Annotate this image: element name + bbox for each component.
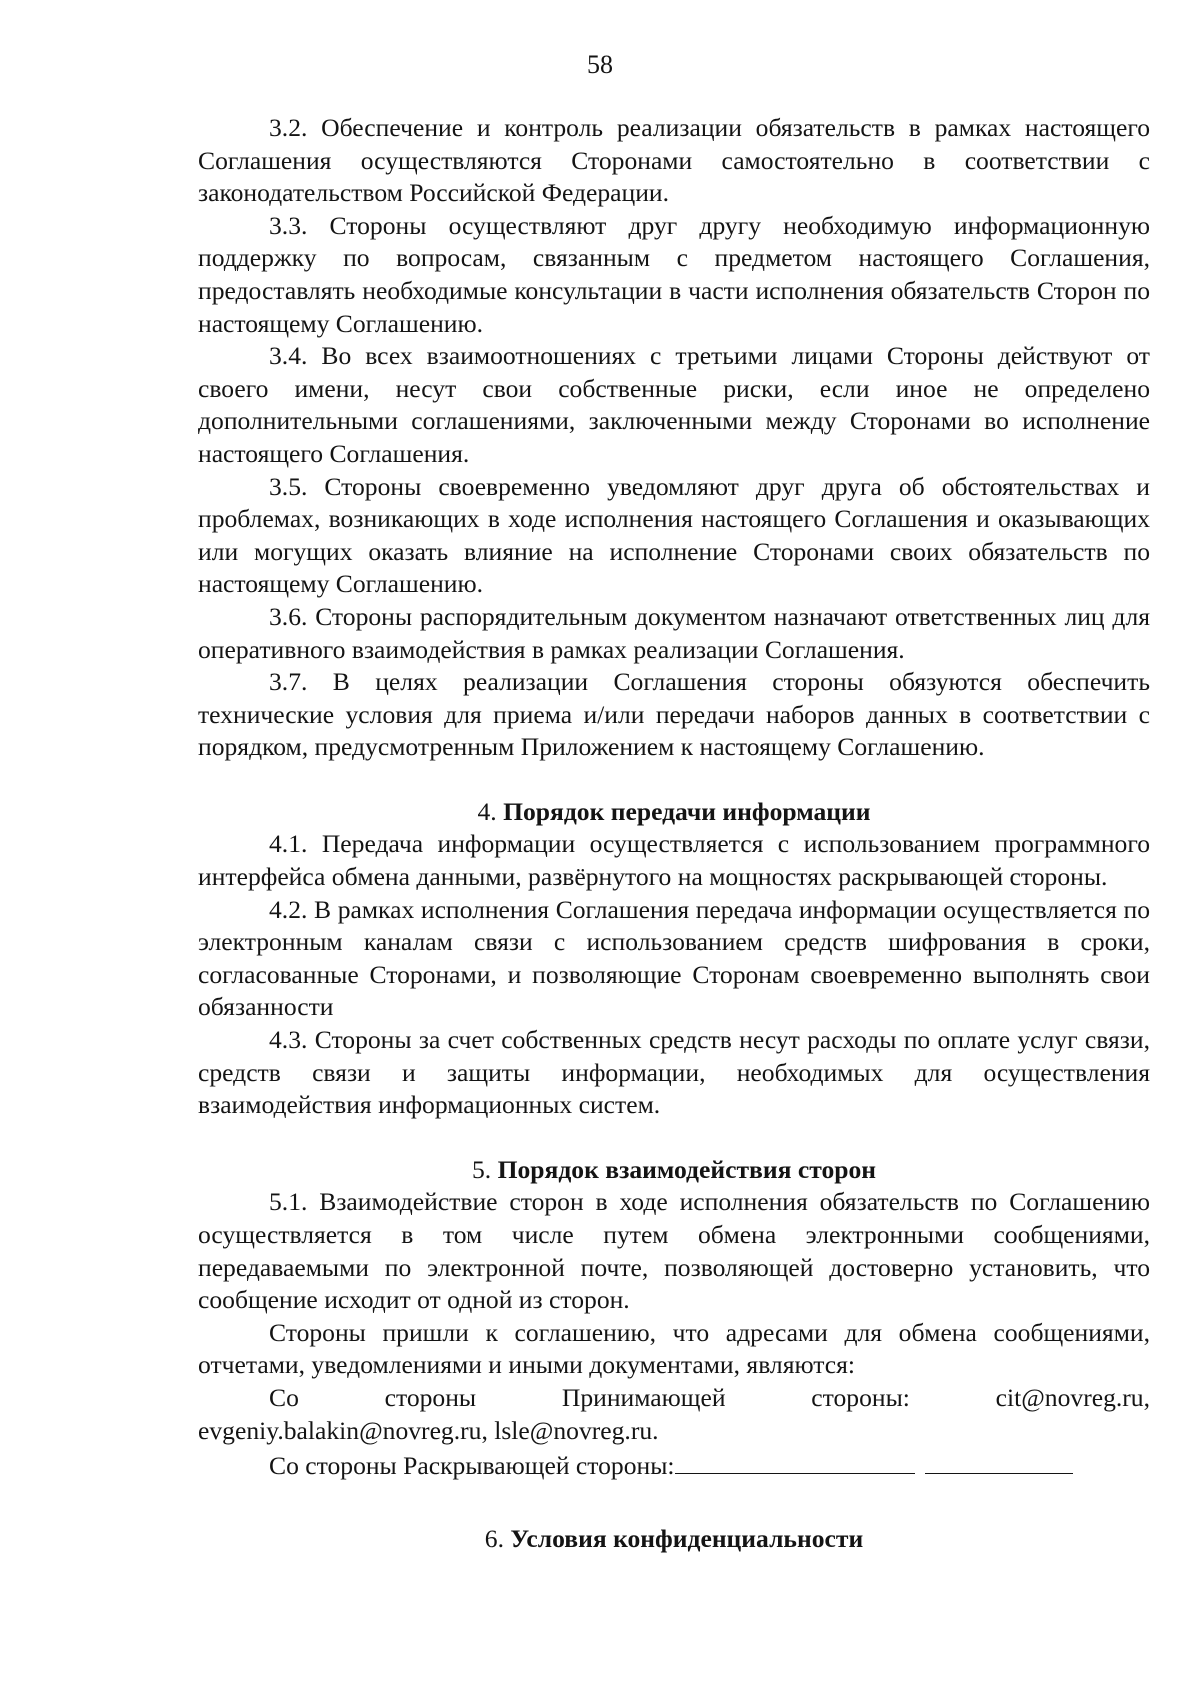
document-body: [198, 112, 1150, 1555]
page-number: 58: [587, 50, 613, 79]
section-heading-4: [198, 796, 1150, 829]
paragraph-5-disclosing-party: [198, 1447, 1150, 1483]
paragraph-5-1: 5.1. Взаимодействие сторон в ходе исполнения обязательств по Соглашению осуществляется в том числе путем обмена электронными сообщениями, передаваемыми по электронной почте, позволяющей достоверно установить, что сообщение исходит от одной из сторон.: [198, 1187, 1150, 1315]
paragraph-3-2: 3.2. Обеспечение и контроль реализации обязательств в рамках настоящего Соглашения осуществляются Сторонами самостоятельно в соответствии с законодательством Российской Федерации.: [198, 113, 1150, 208]
blank-fill-line: [675, 1447, 915, 1474]
disclosing-party-label: Со стороны Раскрывающей стороны:: [269, 1451, 675, 1481]
section-title: Порядок взаимодействия сторон: [497, 1154, 877, 1184]
paragraph-4-1: 4.1. Передача информации осуществляется с использованием программного интерфейса обмена данными, развёрнутого на мощностях раскрывающей стороны.: [198, 829, 1150, 892]
paragraph-3-4: 3.4. Во всех взаимоотношениях с третьими лицами Стороны действуют от своего имени, несут свои собственные риски, если иное не определено дополнительными соглашениями, заключенными между Сторонами во исполнение настоящего Соглашения.: [198, 341, 1150, 468]
section-heading-5: [198, 1154, 1150, 1187]
paragraph-3-3: 3.3. Стороны осуществляют друг другу необходимую информационную поддержку по вопросам, связанным с предметом настоящего Соглашения, предоставлять необходимые консультации в части исполнения обязательств Сторон по настоящему Соглашению.: [198, 210, 1150, 338]
paragraph-5-receiving-emails: evgeniy.balakin@novreg.ru, lsle@novreg.ru.: [198, 1415, 659, 1445]
paragraph-4-3: 4.3. Стороны за счет собственных средств несут расходы по оплате услуг связи, средств связи и защиты информации, необходимых для осуществления взаимодействия информационных систем.: [198, 1025, 1150, 1120]
paragraph-3-7: 3.7. В целях реализации Соглашения стороны обязуются обеспечить технические условия для приема и/или передачи наборов данных в соответствии с порядком, предусмотренным Приложением к настоящему Соглашению.: [198, 667, 1150, 762]
paragraph-4-2: 4.2. В рамках исполнения Соглашения передача информации осуществляется по электронным каналам связи с использованием средств шифрования в сроки, согласованные Сторонами, и позволяющие Сторонам своевременно выполнять свои обязанности: [198, 894, 1150, 1022]
paragraph-5-address-intro: Стороны пришли к соглашению, что адресами для обмена сообщениями, отчетами, уведомлениями и иными документами, являются:: [198, 1317, 1150, 1380]
section-number: 5.: [471, 1154, 492, 1184]
paragraph-3-5: 3.5. Стороны своевременно уведомляют друг друга об обстоятельствах и проблемах, возникающих в ходе исполнения настоящего Соглашения и оказывающих или могущих оказать влияние на исполнение Сторонами своих обязательств по настоящему Соглашению.: [198, 471, 1150, 599]
section-title: Условия конфиденциальности: [510, 1523, 864, 1553]
blank-fill-line: [925, 1447, 1073, 1474]
section-heading-6: [198, 1523, 1150, 1556]
section-title: Порядок передачи информации: [503, 796, 871, 826]
paragraph-5-receiving-party: Со стороны Принимающей стороны: cit@novreg.ru,: [269, 1382, 1150, 1412]
section-number: 6.: [484, 1523, 504, 1553]
section-number: 4.: [477, 796, 497, 826]
paragraph-3-6: 3.6. Стороны распорядительным документом назначают ответственных лиц для оперативного взаимодействия в рамках реализации Соглашения.: [198, 601, 1150, 664]
